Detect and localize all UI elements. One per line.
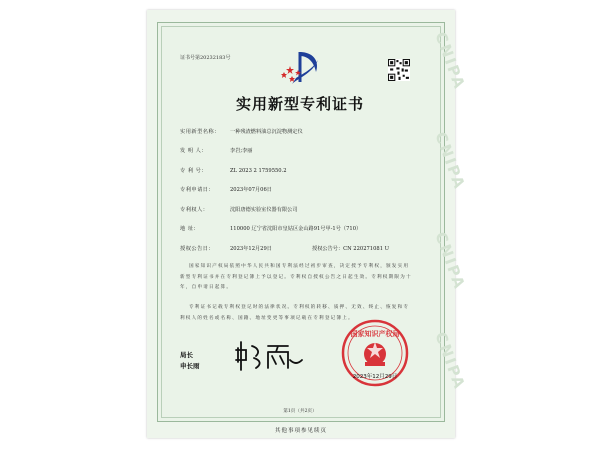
- field-label: 授权公告号：: [312, 246, 344, 252]
- seal-date: 2023年12月29日: [352, 374, 398, 380]
- field-label: 发 明 人：: [180, 148, 208, 154]
- director-signature: [232, 338, 312, 374]
- watermark-text: CNIPA: [431, 29, 469, 93]
- page-number: 第1页（共2页）: [283, 409, 317, 414]
- field-value: ZL 2023 2 1759550.2: [230, 168, 287, 174]
- field-label: 专利申请日：: [180, 187, 215, 193]
- field-label: 实用新型名称：: [180, 129, 220, 135]
- field-value: 110000 辽宁省沈阳市皇姑区金山路91号甲-1号（710）: [230, 226, 362, 232]
- certificate-number: 证书号第20232183号: [180, 55, 231, 61]
- field-value: 2023年12月29日: [230, 246, 272, 252]
- watermark-text: CNIPA: [431, 329, 469, 393]
- field-address: [180, 225, 361, 232]
- field-patent-number: [180, 167, 287, 174]
- seal-text: 国家知识产权局: [350, 330, 400, 338]
- field-publication-number: [312, 245, 389, 252]
- field-label: 地 址：: [180, 226, 200, 232]
- field-value: 沈阳唐德实验室仪器有限公司: [230, 207, 298, 213]
- qr-code-icon: [388, 59, 410, 81]
- field-patentee: [180, 206, 297, 213]
- watermark: [418, 29, 469, 400]
- field-inventor: [180, 147, 253, 154]
- statement-paragraph-1: 国家知识产权局依照中华人民共和国专利法经过初步审查，决定授予专利权，颁发实用新型专利证书并在专利登记簿上予以登记。专利权自授权公告之日起生效。专利权期限为十年，自申请日起算。: [180, 264, 412, 290]
- director-name: 申长雨: [180, 362, 200, 370]
- director-block: [180, 350, 200, 372]
- footer-note: 其他事项参见续页: [274, 428, 327, 434]
- certificate-title: 实用新型专利证书: [235, 95, 364, 113]
- field-value: 2023年07月06日: [230, 187, 272, 193]
- watermark-text: CNIPA: [431, 129, 469, 193]
- field-label: 专利权人：: [180, 207, 209, 213]
- watermark-text: CNIPA: [431, 229, 469, 293]
- field-label: 专 利 号：: [180, 168, 208, 174]
- field-utility-model-name: [180, 128, 303, 135]
- field-value: CN 220271081 U: [343, 246, 390, 252]
- statement-paragraph-2: 专利证书记载专利权登记时的法律状况。专利权的转移、质押、无效、终止、恢复和专利权人的姓名或名称、国籍、地址变更等事项记载在专利登记簿上。: [180, 305, 410, 321]
- field-value: 李岩;李丽: [230, 148, 253, 154]
- official-seal-icon: [340, 318, 410, 388]
- field-value: 一种残渣燃料油总沉淀物测定仪: [230, 129, 303, 135]
- field-filing-date: [180, 186, 272, 193]
- director-title: 局长: [180, 351, 193, 359]
- cnipa-logo-icon: [278, 48, 326, 88]
- field-label: 授权公告日：: [180, 246, 215, 252]
- field-grant-date: [180, 245, 272, 252]
